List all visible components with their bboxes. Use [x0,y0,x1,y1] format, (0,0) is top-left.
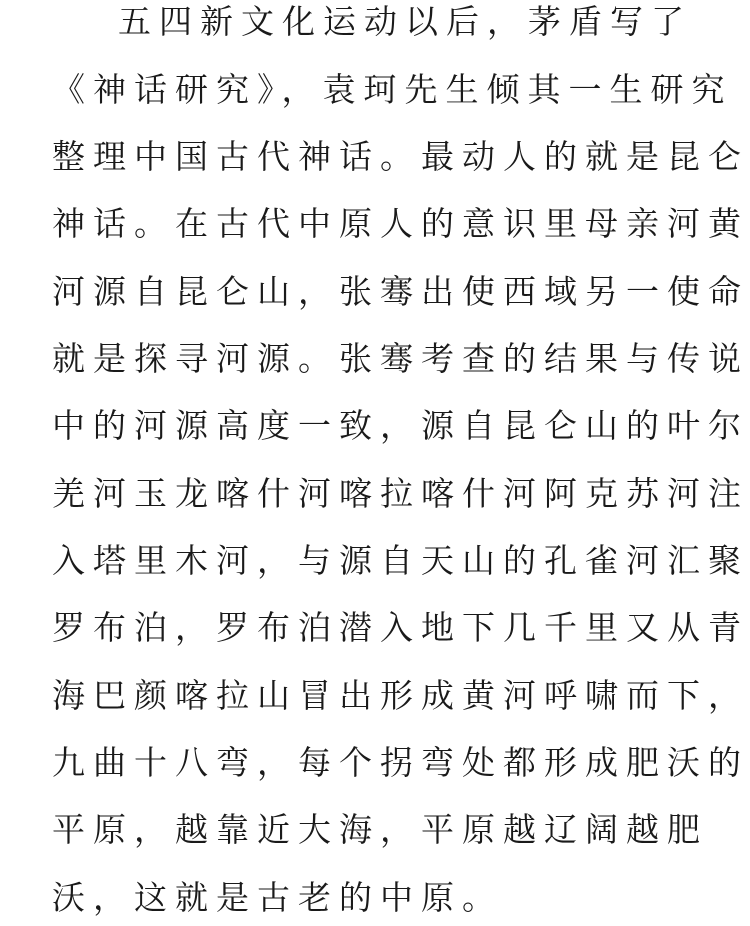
text-line: 海巴颜喀拉山冒出形成黄河呼啸而下， [52,676,749,715]
text-line: 中的河源高度一致，源自昆仑山的叶尔 [52,406,749,445]
text-line: 五四新文化运动以后，茅盾写了 [118,2,692,41]
text-line: 神话。在古代中原人的意识里母亲河黄 [52,204,749,243]
text-line: 《神话研究》，袁珂先生倾其一生研究 [52,70,733,109]
text-line: 入塔里木河，与源自天山的孔雀河汇聚 [52,541,749,580]
text-line: 沃，这就是古老的中原。 [52,878,503,917]
text-line: 九曲十八弯，每个拐弯处都形成肥沃的 [52,743,749,782]
text-line: 河源自昆仑山，张骞出使西域另一使命 [52,272,749,311]
text-line: 平原，越靠近大海，平原越辽阔越肥 [52,810,708,849]
text-line: 整理中国古代神话。最动人的就是昆仑 [52,137,749,176]
text-line: 羌河玉龙喀什河喀拉喀什河阿克苏河注 [52,474,749,513]
text-line: 罗布泊，罗布泊潜入地下几千里又从青 [52,608,749,647]
text-line: 就是探寻河源。张骞考查的结果与传说 [52,339,749,378]
